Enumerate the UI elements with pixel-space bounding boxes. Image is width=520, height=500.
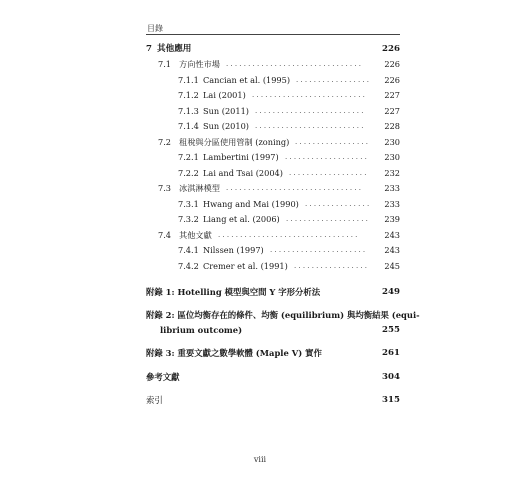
toc-subsection [0, 243, 520, 257]
entry-page: 226 [384, 59, 400, 69]
entry-page: 228 [384, 121, 400, 131]
entry-number: 7.1.2 [178, 90, 199, 100]
entry-title: Cancian et al. (1995) [203, 74, 291, 85]
leader-dots: ......................... [255, 122, 366, 130]
leader-dots: .................. [289, 168, 369, 177]
entry-title: Lai (2001) [203, 90, 246, 100]
appendix-3-page: 261 [382, 348, 400, 358]
entry-title: Lai and Tsai (2004) [203, 167, 283, 178]
entry-number: 7.1 [158, 59, 172, 69]
entry-number: 7.4 [158, 229, 172, 240]
leader-dots: ...................... [270, 246, 368, 254]
toc-subsection [0, 259, 520, 273]
leader-dots: ................. [295, 137, 371, 146]
entry-page: 230 [384, 136, 400, 147]
toc-appendix-2 [0, 308, 520, 322]
entry-page: 245 [384, 260, 400, 271]
toc-subsection [0, 73, 520, 87]
entry-title: Liang et al. (2006) [203, 214, 280, 224]
running-head: 目錄 [147, 24, 163, 33]
leader-dots: ................... [286, 215, 371, 223]
entry-number: 7.4.1 [178, 245, 199, 255]
entry-page: 227 [384, 90, 400, 100]
entry-number: 7.2.1 [178, 152, 199, 162]
references-title: 參考文獻 [146, 372, 180, 382]
index-title: 索引 [146, 395, 163, 405]
entry-title: 方向性市場 [179, 59, 220, 69]
chapter-number: 7 [146, 44, 152, 54]
entry-number: 7.4.2 [178, 260, 199, 271]
entry-number: 7.3.1 [178, 198, 199, 209]
entry-number: 7.2.2 [178, 167, 199, 178]
references-page: 304 [382, 372, 400, 382]
chapter-page: 226 [382, 44, 400, 54]
toc-subsection [0, 88, 520, 102]
toc-section [0, 181, 520, 195]
entry-number: 7.3.2 [178, 214, 199, 224]
entry-title: Cremer et al. (1991) [203, 260, 288, 271]
entry-title: 其他文獻 [179, 229, 212, 240]
header-rule [146, 34, 400, 35]
entry-title: Sun (2010) [203, 121, 249, 131]
appendix-1-page: 249 [382, 287, 400, 297]
toc-subsection [0, 197, 520, 211]
entry-page: 230 [384, 152, 400, 162]
leader-dots: ................................ [218, 230, 360, 239]
toc-appendix-3 [0, 346, 520, 360]
toc-section [0, 135, 520, 149]
entry-title: Nilssen (1997) [203, 245, 264, 255]
entry-page: 226 [384, 74, 400, 85]
leader-dots: .......................... [252, 91, 368, 99]
toc-chapter-7 [0, 42, 520, 56]
entry-page: 233 [384, 183, 400, 193]
entry-page: 227 [384, 105, 400, 116]
appendix-2-page: 255 [382, 325, 400, 335]
entry-number: 7.3 [158, 183, 172, 193]
toc-appendix-1 [0, 285, 520, 299]
leader-dots: ............................... [226, 184, 364, 192]
chapter-title: 其他應用 [157, 44, 192, 54]
appendix-3-title: 附錄 3: 重要文獻之數學軟體 (Maple V) 實作 [146, 348, 322, 358]
toc-section [0, 57, 520, 71]
entry-number: 7.2 [158, 136, 172, 147]
entry-title: Lambertini (1997) [203, 152, 279, 162]
appendix-2-title-line1: 附錄 2: 區位均衡存在的條件、均衡 (equilibrium) 與均衡結果 (equi- [146, 310, 420, 320]
entry-page: 232 [384, 167, 400, 178]
toc-subsection [0, 212, 520, 226]
toc-subsection [0, 166, 520, 180]
toc-references [0, 370, 520, 384]
entry-page: 243 [384, 245, 400, 255]
toc-subsection [0, 104, 520, 118]
entry-number: 7.1.1 [178, 74, 199, 85]
leader-dots: ............................... [226, 60, 364, 68]
leader-dots: ............... [305, 199, 372, 208]
page-folio: viii [253, 455, 267, 464]
appendix-1-title: 附錄 1: Hotelling 模型與空間 Y 字形分析法 [146, 287, 321, 297]
entry-number: 7.1.3 [178, 105, 199, 116]
leader-dots: ......................... [255, 106, 366, 115]
entry-title: Hwang and Mai (1990) [203, 198, 299, 209]
toc-section [0, 228, 520, 242]
entry-title: 冰淇淋模型 [179, 183, 220, 193]
leader-dots: ................. [296, 75, 372, 84]
toc-appendix-2-cont [0, 323, 520, 337]
entry-page: 239 [384, 214, 400, 224]
appendix-2-title-line2: librium outcome) [160, 325, 243, 335]
toc-subsection [0, 150, 520, 164]
index-page: 315 [382, 395, 400, 405]
entry-page: 233 [384, 198, 400, 209]
entry-title: 租稅與分區使用管制 (zoning) [179, 136, 290, 147]
entry-title: Sun (2011) [203, 105, 249, 116]
entry-page: 243 [384, 229, 400, 240]
leader-dots: ................... [285, 153, 370, 161]
leader-dots: ................. [294, 261, 370, 270]
toc-index [0, 393, 520, 407]
entry-number: 7.1.4 [178, 121, 199, 131]
toc-subsection [0, 119, 520, 133]
